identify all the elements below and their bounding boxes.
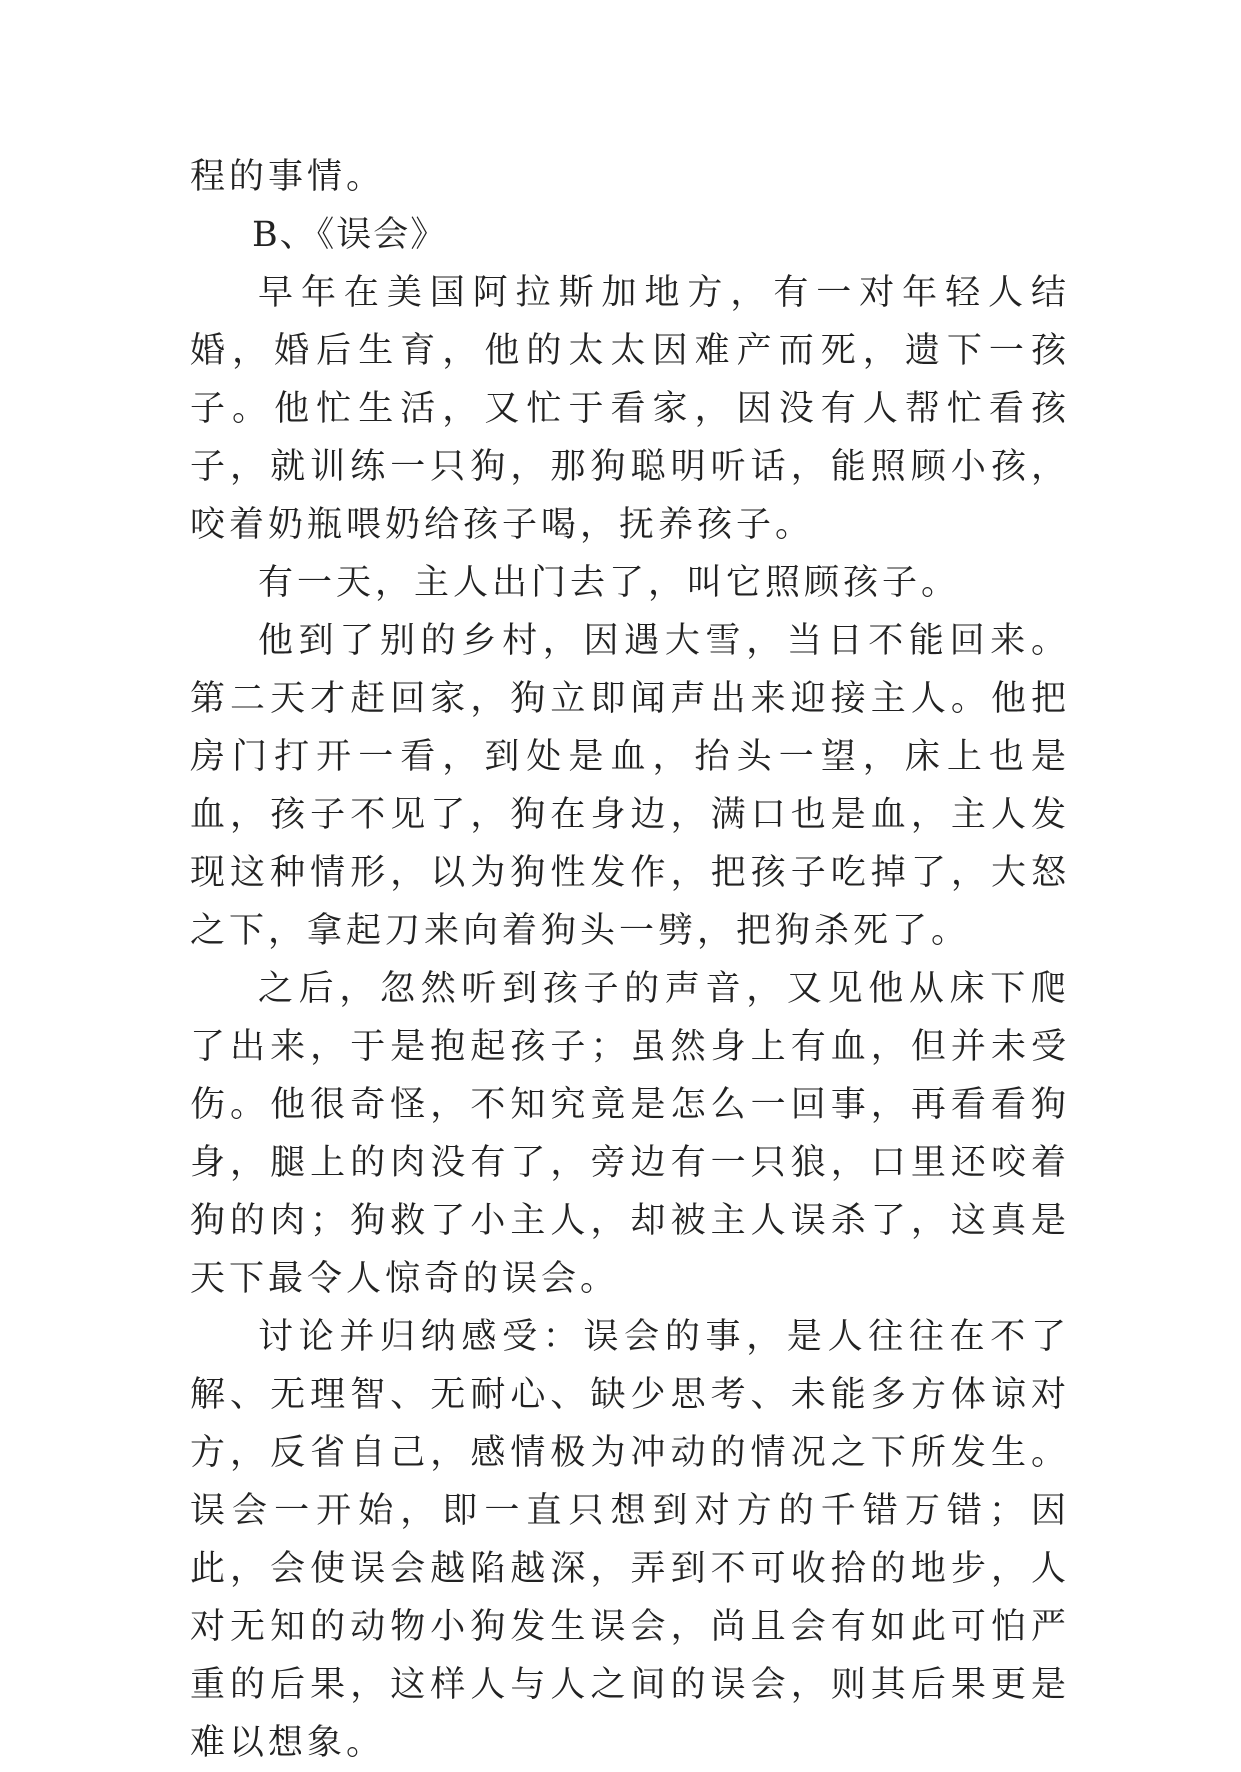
document-page [190,148,1070,1772]
continuation-text: 程的事情。 [190,157,386,197]
paragraph: 早年在美国阿拉斯加地方，有一对年轻人结婚，婚后生育，他的太太因难产而死，遗下一孩子。他忙生活，又忙于看家，因没有人帮忙看孩子，就训练一只狗，那狗聪明听话，能照顾小孩，咬着奶瓶喂奶给孩子喝，抚养孩子。 [190,273,1070,545]
paragraph: 他到了别的乡村，因遇大雪，当日不能回来。第二天才赶回家，狗立即闻声出来迎接主人。他把房门打开一看，到处是血，抬头一望，床上也是血，孩子不见了，狗在身边，满口也是血，主人发现这种情形，以为狗性发作，把孩子吃掉了，大怒之下，拿起刀来向着狗头一劈，把狗杀死了。 [190,621,1070,951]
section-heading: B、《误会》 [252,215,448,255]
paragraph: 之后，忽然听到孩子的声音，又见他从床下爬了出来，于是抱起孩子；虽然身上有血，但并未受伤。他很奇怪，不知究竟是怎么一回事，再看看狗身，腿上的肉没有了，旁边有一只狼，口里还咬着狗的肉；狗救了小主人，却被主人误杀了，这真是天下最令人惊奇的误会。 [190,969,1070,1299]
paragraph: 讨论并归纳感受：误会的事，是人往往在不了解、无理智、无耐心、缺少思考、未能多方体谅对方，反省自己，感情极为冲动的情况之下所发生。误会一开始，即一直只想到对方的千错万错；因此，会使误会越陷越深，弄到不可收拾的地步，人对无知的动物小狗发生误会，尚且会有如此可怕严重的后果，这样人与人之间的误会，则其后果更是难以想象。 [190,1317,1070,1763]
paragraph: 有一天，主人出门去了，叫它照顾孩子。 [258,563,961,603]
